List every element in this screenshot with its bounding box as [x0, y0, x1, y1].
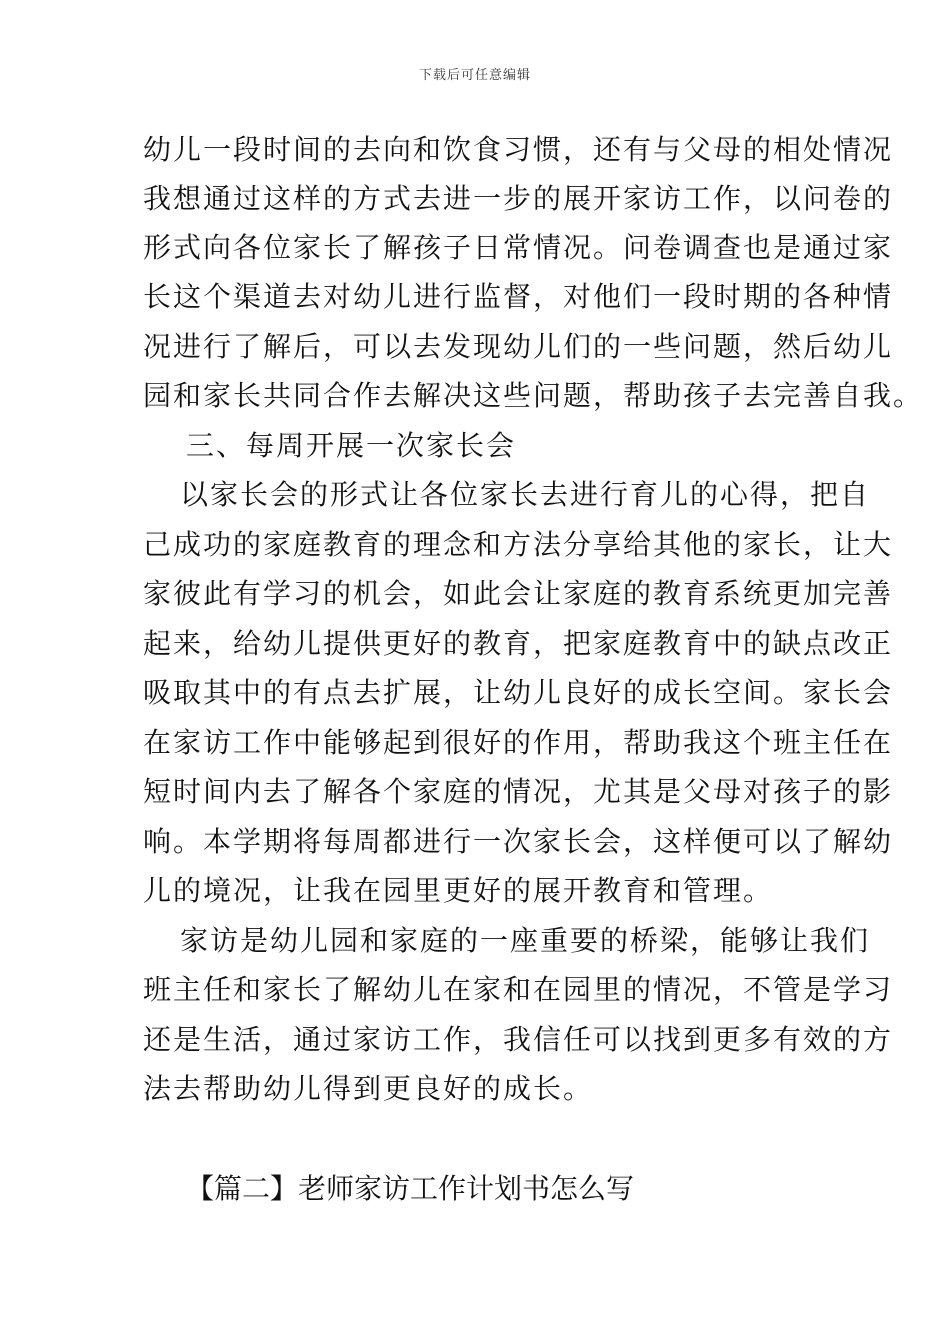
body-line: 吸取其中的有点去扩展，让幼儿良好的成长空间。家长会 [143, 676, 894, 709]
body-line: 在家访工作中能够起到很好的作用，帮助我这个班主任在 [143, 726, 894, 759]
body-line: 长这个渠道去对幼儿进行监督，对他们一段时期的各种情 [143, 280, 894, 313]
paragraph-first-line: 以家长会的形式让各位家长去进行育儿的心得，把自 [180, 478, 871, 511]
body-line: 班主任和家长了解幼儿在家和在园里的情况，不管是学习 [143, 973, 894, 1006]
body-line: 园和家长共同合作去解决这些问题，帮助孩子去完善自我。 [143, 379, 924, 412]
body-line: 我想通过这样的方式去进一步的展开家访工作，以问卷的 [143, 182, 894, 215]
body-line: 形式向各位家长了解孩子日常情况。问卷调查也是通过家 [143, 231, 894, 264]
body-line: 短时间内去了解各个家庭的情况，尤其是父母对孩子的影 [143, 775, 894, 808]
body-line: 响。本学期将每周都进行一次家长会，这样便可以了解幼 [143, 825, 894, 858]
body-line: 己成功的家庭教育的理念和方法分享给其他的家长，让大 [143, 528, 894, 561]
section-heading: 【篇二】老师家访工作计划书怎么写 [186, 1172, 635, 1205]
subheading: 三、每周开展一次家长会 [186, 429, 517, 462]
page-header: 下载后可任意编辑 [418, 68, 531, 83]
body-line: 儿的境况，让我在园里更好的展开教育和管理。 [143, 874, 774, 907]
body-line: 法去帮助幼儿得到更良好的成长。 [143, 1072, 594, 1105]
paragraph-first-line: 家访是幼儿园和家庭的一座重要的桥梁，能够让我们 [180, 924, 871, 957]
body-line: 家彼此有学习的机会，如此会让家庭的教育系统更加完善 [143, 577, 894, 610]
body-line: 还是生活，通过家访工作，我信任可以找到更多有效的方 [143, 1023, 894, 1056]
body-line: 况进行了解后，可以去发现幼儿们的一些问题，然后幼儿 [143, 330, 894, 363]
body-line: 起来，给幼儿提供更好的教育，把家庭教育中的缺点改正 [143, 627, 894, 660]
body-line: 幼儿一段时间的去向和饮食习惯，还有与父母的相处情况 [143, 133, 894, 166]
